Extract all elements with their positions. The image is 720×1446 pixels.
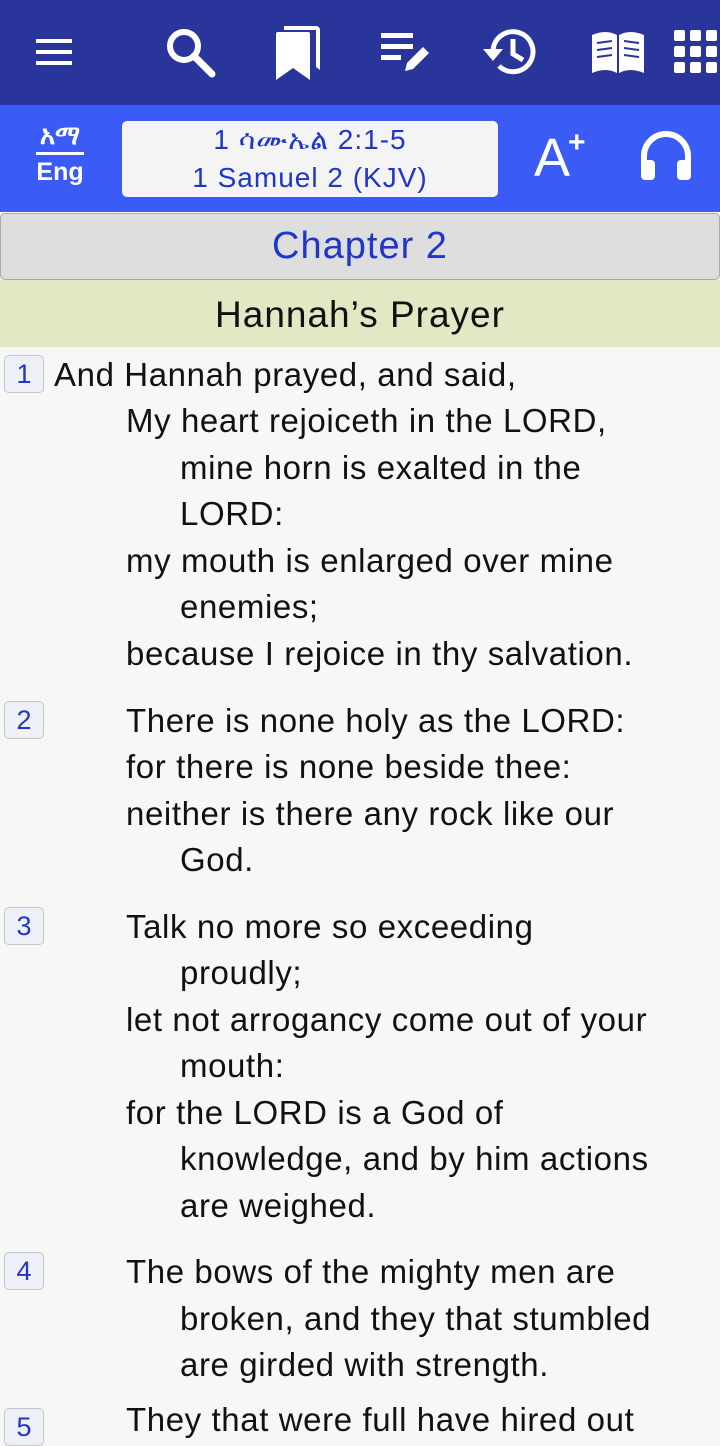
lang-english-label: Eng bbox=[36, 158, 84, 186]
top-toolbar bbox=[0, 0, 720, 105]
verse-line: There is none holy as the LORD: bbox=[126, 702, 626, 739]
font-size-button[interactable] bbox=[528, 128, 598, 188]
verse-line: And Hannah prayed, and said, bbox=[54, 356, 517, 393]
reference-amharic: 1 ሳሙኤል 2:1-5 bbox=[213, 124, 407, 155]
menu-icon[interactable] bbox=[24, 22, 84, 82]
verse-line: my mouth is enlarged over mine bbox=[126, 542, 614, 579]
verse-line: They that were full have hired out bbox=[126, 1401, 635, 1438]
apps-grid-icon[interactable] bbox=[666, 22, 720, 82]
verse-line: My heart rejoiceth in the LORD, bbox=[126, 402, 607, 439]
verse-line: proudly; bbox=[180, 954, 303, 991]
verse-line: because I rejoice in thy salvation. bbox=[126, 635, 634, 672]
verse-line: Talk no more so exceeding bbox=[126, 908, 534, 945]
book-icon[interactable] bbox=[588, 22, 648, 82]
section-title: Hannah’s Prayer bbox=[0, 280, 720, 347]
verse-line: God. bbox=[180, 841, 254, 878]
history-icon[interactable] bbox=[480, 22, 540, 82]
notes-icon[interactable] bbox=[374, 22, 434, 82]
verse-line: are girded with strength. bbox=[180, 1346, 550, 1383]
language-toggle-button[interactable] bbox=[28, 120, 92, 194]
headphones-icon[interactable] bbox=[636, 128, 696, 188]
verse-number[interactable]: 5 bbox=[4, 1408, 44, 1446]
reference-english: 1 Samuel 2 (KJV) bbox=[192, 162, 428, 193]
verse-line: let not arrogancy come out of your bbox=[126, 1001, 648, 1038]
verse-number[interactable]: 3 bbox=[4, 907, 44, 945]
verse-number[interactable]: 4 bbox=[4, 1252, 44, 1290]
verse-line: broken, and they that stumbled bbox=[180, 1300, 652, 1337]
verse-line: mine horn is exalted in the bbox=[180, 449, 582, 486]
font-size-label: A bbox=[534, 128, 571, 188]
verse-line: The bows of the mighty men are bbox=[126, 1253, 616, 1290]
verse-line: for there is none beside thee: bbox=[126, 748, 572, 785]
verse-line: mouth: bbox=[180, 1047, 285, 1084]
reference-selector-button[interactable] bbox=[122, 121, 498, 197]
verse-line: LORD: bbox=[180, 495, 284, 532]
verse-line: enemies; bbox=[180, 588, 319, 625]
verse-number[interactable]: 1 bbox=[4, 355, 44, 393]
lang-divider bbox=[36, 152, 84, 155]
chapter-header[interactable]: Chapter 2 bbox=[0, 213, 720, 280]
font-size-plus: + bbox=[568, 126, 586, 159]
search-icon[interactable] bbox=[160, 22, 220, 82]
verse-line: neither is there any rock like our bbox=[126, 795, 615, 832]
verse-line: for the LORD is a God of bbox=[126, 1094, 504, 1131]
verse-line: are weighed. bbox=[180, 1187, 377, 1224]
verse-line: knowledge, and by him actions bbox=[180, 1140, 649, 1177]
bookmarks-icon[interactable] bbox=[266, 22, 326, 82]
lang-amharic-label: አማ bbox=[39, 120, 81, 150]
verse-number[interactable]: 2 bbox=[4, 701, 44, 739]
